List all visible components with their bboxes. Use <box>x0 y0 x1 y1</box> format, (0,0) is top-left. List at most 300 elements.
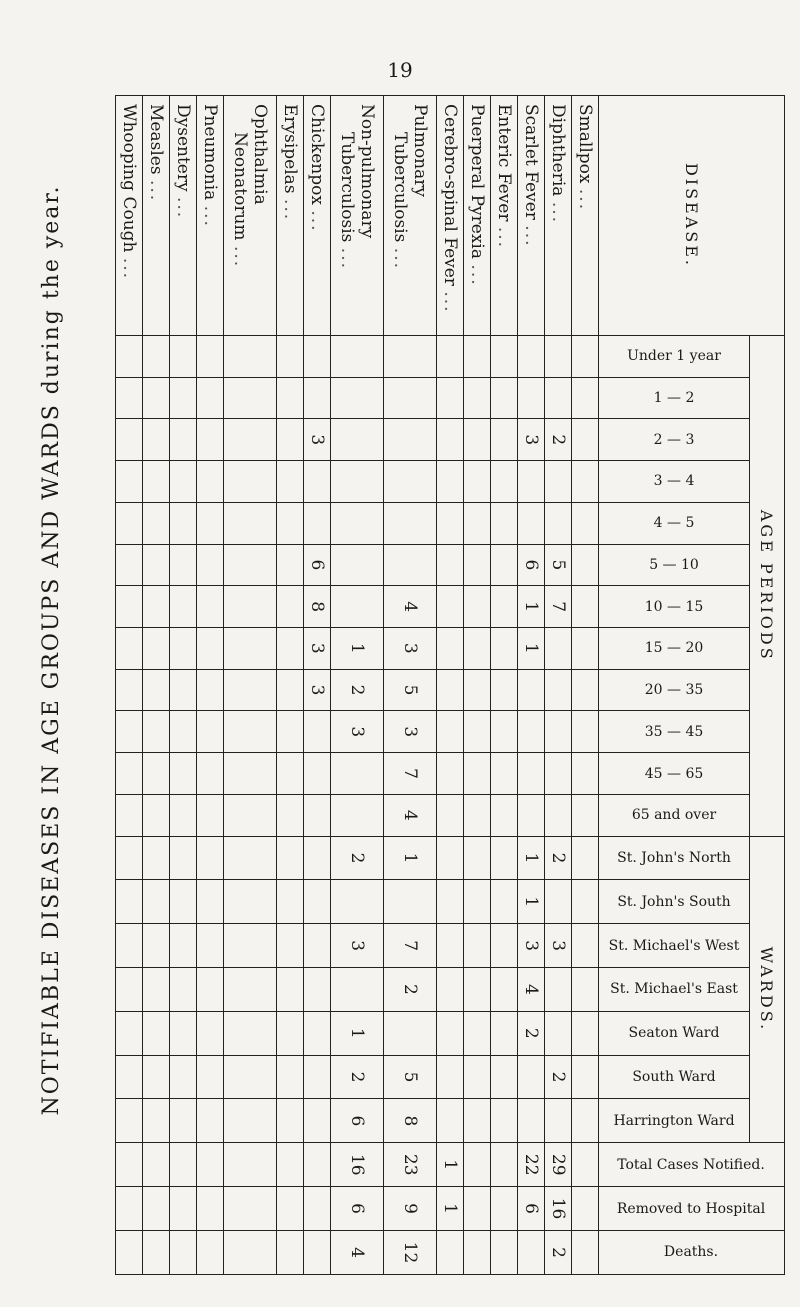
table-cell <box>197 1143 224 1187</box>
table-cell: 6 <box>517 1187 544 1231</box>
table-cell: 6 <box>304 544 331 586</box>
age-column-header: 5 — 10 <box>599 544 750 586</box>
table-cell <box>463 1055 490 1099</box>
table-cell <box>571 627 598 669</box>
table-row <box>490 96 517 1275</box>
age-column-header: 20 — 35 <box>599 669 750 711</box>
table-cell <box>331 502 384 544</box>
table-cell <box>197 968 224 1012</box>
ward-column-header: Seaton Ward <box>599 1011 750 1055</box>
table-row <box>170 96 197 1275</box>
table-cell <box>304 335 331 377</box>
table-cell <box>571 1011 598 1055</box>
table-cell <box>436 377 463 419</box>
table-cell <box>436 753 463 795</box>
table-cell <box>517 711 544 753</box>
table-cell <box>277 1011 304 1055</box>
table-cell <box>116 880 143 924</box>
table-cell <box>571 968 598 1012</box>
removed-header: Removed to Hospital <box>599 1187 785 1231</box>
table-cell <box>490 627 517 669</box>
table-cell: 8 <box>383 1099 436 1143</box>
table-cell <box>544 711 571 753</box>
table-cell <box>490 880 517 924</box>
table-container <box>115 95 785 1275</box>
table-cell <box>170 544 197 586</box>
table-cell: 6 <box>517 544 544 586</box>
table-cell <box>277 794 304 836</box>
table-cell <box>224 1230 277 1274</box>
table-cell <box>490 836 517 880</box>
age-column-header: 15 — 20 <box>599 627 750 669</box>
table-cell <box>116 1187 143 1231</box>
age-column-header: 45 — 65 <box>599 753 750 795</box>
table-cell <box>436 502 463 544</box>
table-cell <box>331 794 384 836</box>
table-cell <box>116 924 143 968</box>
table-cell <box>544 794 571 836</box>
age-column-header: Under 1 year <box>599 335 750 377</box>
table-cell <box>170 1011 197 1055</box>
table-cell <box>304 836 331 880</box>
table-cell <box>224 794 277 836</box>
table-cell <box>436 335 463 377</box>
table-cell <box>143 335 170 377</box>
table-cell <box>571 377 598 419</box>
table-cell <box>383 335 436 377</box>
table-cell: 7 <box>383 924 436 968</box>
table-cell <box>331 419 384 461</box>
table-cell <box>197 924 224 968</box>
table-cell <box>517 1099 544 1143</box>
table-cell <box>463 419 490 461</box>
table-cell <box>224 586 277 628</box>
table-cell: 3 <box>383 711 436 753</box>
table-cell <box>143 544 170 586</box>
table-cell <box>571 461 598 503</box>
table-cell <box>490 377 517 419</box>
table-row <box>116 96 143 1275</box>
table-cell <box>197 502 224 544</box>
table-cell <box>143 586 170 628</box>
table-cell <box>224 1055 277 1099</box>
table-cell <box>331 968 384 1012</box>
table-cell: 1 <box>436 1143 463 1187</box>
table-cell <box>170 586 197 628</box>
table-cell <box>197 461 224 503</box>
table-cell <box>571 1099 598 1143</box>
table-cell <box>224 1143 277 1187</box>
table-cell <box>143 711 170 753</box>
table-cell <box>463 753 490 795</box>
disease-name: Non-pulmonary Tuberculosis ... <box>331 96 384 336</box>
table-cell <box>331 753 384 795</box>
table-cell <box>544 502 571 544</box>
table-cell <box>224 836 277 880</box>
table-cell <box>463 711 490 753</box>
table-cell <box>143 377 170 419</box>
table-cell <box>436 1230 463 1274</box>
table-cell: 2 <box>544 1055 571 1099</box>
age-column-header: 3 — 4 <box>599 461 750 503</box>
table-cell <box>490 419 517 461</box>
table-cell <box>224 1099 277 1143</box>
table-row <box>544 96 571 1275</box>
table-row <box>224 96 277 1275</box>
table-cell <box>197 335 224 377</box>
table-cell <box>490 924 517 968</box>
table-cell <box>490 1011 517 1055</box>
table-cell <box>170 1055 197 1099</box>
table-cell <box>544 335 571 377</box>
table-cell <box>224 377 277 419</box>
table-cell <box>490 335 517 377</box>
table-cell <box>463 1011 490 1055</box>
age-column-header: 35 — 45 <box>599 711 750 753</box>
ward-column-header: St. Michael's West <box>599 924 750 968</box>
table-cell <box>490 1230 517 1274</box>
disease-header: DISEASE. <box>599 96 785 336</box>
table-cell <box>571 419 598 461</box>
table-cell <box>571 924 598 968</box>
table-cell <box>544 1099 571 1143</box>
table-cell: 4 <box>383 586 436 628</box>
table-cell <box>490 1055 517 1099</box>
table-cell <box>304 1011 331 1055</box>
table-cell <box>436 461 463 503</box>
table-cell <box>277 1099 304 1143</box>
table-cell <box>331 880 384 924</box>
table-cell <box>277 627 304 669</box>
table-cell <box>170 711 197 753</box>
table-cell <box>143 1230 170 1274</box>
table-cell <box>170 1143 197 1187</box>
table-cell <box>490 711 517 753</box>
table-cell <box>383 502 436 544</box>
table-cell: 23 <box>383 1143 436 1187</box>
table-cell <box>277 502 304 544</box>
table-cell <box>463 880 490 924</box>
table-cell <box>463 968 490 1012</box>
disease-name: Diphtheria ... <box>544 96 571 336</box>
disease-name: Whooping Cough ... <box>116 96 143 336</box>
table-cell <box>517 377 544 419</box>
table-cell <box>116 419 143 461</box>
table-cell <box>170 924 197 968</box>
age-column-header: 2 — 3 <box>599 419 750 461</box>
table-cell <box>143 1143 170 1187</box>
table-cell <box>143 1055 170 1099</box>
table-cell <box>331 544 384 586</box>
disease-name: Scarlet Fever ... <box>517 96 544 336</box>
table-cell <box>170 461 197 503</box>
table-cell <box>331 586 384 628</box>
table-cell: 7 <box>383 753 436 795</box>
table-cell: 7 <box>544 586 571 628</box>
table-row <box>463 96 490 1275</box>
table-cell <box>490 1187 517 1231</box>
table-cell <box>277 1187 304 1231</box>
table-cell <box>170 836 197 880</box>
table-cell <box>490 753 517 795</box>
table-cell <box>304 377 331 419</box>
table-cell <box>143 1099 170 1143</box>
table-cell: 2 <box>383 968 436 1012</box>
ward-column-header: St. John's North <box>599 836 750 880</box>
table-cell <box>197 669 224 711</box>
table-cell <box>463 627 490 669</box>
table-cell: 9 <box>383 1187 436 1231</box>
table-cell <box>197 1055 224 1099</box>
table-cell <box>517 1230 544 1274</box>
table-cell <box>517 794 544 836</box>
table-body <box>116 96 599 1275</box>
table-cell <box>571 335 598 377</box>
table-cell <box>224 627 277 669</box>
table-cell <box>544 627 571 669</box>
table-cell <box>277 836 304 880</box>
disease-name: Measles ... <box>143 96 170 336</box>
table-row <box>517 96 544 1275</box>
table-cell <box>143 753 170 795</box>
table-cell: 6 <box>331 1099 384 1143</box>
table-cell: 22 <box>517 1143 544 1187</box>
table-cell <box>116 1055 143 1099</box>
table-cell: 4 <box>383 794 436 836</box>
table-cell: 2 <box>331 1055 384 1099</box>
disease-name: Enteric Fever ... <box>490 96 517 336</box>
table-cell: 2 <box>544 836 571 880</box>
table-cell <box>170 377 197 419</box>
table-cell <box>436 968 463 1012</box>
table-cell <box>571 544 598 586</box>
table-cell <box>490 461 517 503</box>
table-cell <box>517 1055 544 1099</box>
table-row <box>331 96 384 1275</box>
table-cell <box>197 1230 224 1274</box>
ward-column-header: St. Michael's East <box>599 968 750 1012</box>
table-cell <box>436 544 463 586</box>
table-cell <box>544 669 571 711</box>
table-cell <box>463 461 490 503</box>
table-cell <box>331 377 384 419</box>
table-cell <box>277 461 304 503</box>
age-column-header: 10 — 15 <box>599 586 750 628</box>
table-cell <box>490 502 517 544</box>
table-cell <box>331 461 384 503</box>
disease-name: Puerperal Pyrexia ... <box>463 96 490 336</box>
table-cell <box>197 836 224 880</box>
table-cell <box>197 753 224 795</box>
table-row <box>304 96 331 1275</box>
age-column-header: 65 and over <box>599 794 750 836</box>
table-cell: 2 <box>331 669 384 711</box>
age-column-header: 1 — 2 <box>599 377 750 419</box>
table-cell <box>116 968 143 1012</box>
table-cell <box>143 924 170 968</box>
disease-name: Pneumonia ... <box>197 96 224 336</box>
table-cell <box>571 1055 598 1099</box>
table-cell <box>170 1230 197 1274</box>
table-cell: 8 <box>304 586 331 628</box>
table-cell <box>490 1099 517 1143</box>
total-notified-header: Total Cases Notified. <box>599 1143 785 1187</box>
ward-column-header: St. John's South <box>599 880 750 924</box>
table-cell <box>463 544 490 586</box>
table-cell <box>544 753 571 795</box>
disease-name: Erysipelas ... <box>277 96 304 336</box>
diseases-table <box>115 95 785 1275</box>
table-cell <box>463 586 490 628</box>
table-cell <box>517 502 544 544</box>
table-cell <box>170 968 197 1012</box>
table-cell: 3 <box>544 924 571 968</box>
table-cell <box>197 880 224 924</box>
page-number: 19 <box>387 58 413 82</box>
table-cell <box>436 1055 463 1099</box>
table-cell <box>277 1055 304 1099</box>
table-cell <box>571 794 598 836</box>
table-cell <box>304 1055 331 1099</box>
table-cell <box>517 753 544 795</box>
table-cell <box>571 753 598 795</box>
table-cell <box>224 880 277 924</box>
table-cell <box>277 924 304 968</box>
table-cell <box>197 627 224 669</box>
table-cell <box>304 461 331 503</box>
table-cell <box>571 711 598 753</box>
table-cell <box>116 794 143 836</box>
ward-column-header: South Ward <box>599 1055 750 1099</box>
table-cell <box>143 1011 170 1055</box>
table-cell <box>224 924 277 968</box>
table-cell: 3 <box>304 627 331 669</box>
table-cell <box>463 669 490 711</box>
table-cell <box>197 377 224 419</box>
table-cell: 3 <box>517 419 544 461</box>
table-cell <box>304 1230 331 1274</box>
table-cell <box>304 502 331 544</box>
table-cell <box>463 1099 490 1143</box>
disease-name: Cerebro-spinal Fever ... <box>436 96 463 336</box>
table-cell <box>170 669 197 711</box>
table-cell <box>143 669 170 711</box>
ward-column-header: Harrington Ward <box>599 1099 750 1143</box>
table-cell <box>170 627 197 669</box>
table-cell <box>116 711 143 753</box>
table-cell <box>544 461 571 503</box>
table-cell <box>197 1099 224 1143</box>
table-cell <box>571 1143 598 1187</box>
table-cell <box>224 753 277 795</box>
table-cell <box>490 794 517 836</box>
table-row <box>383 96 436 1275</box>
table-cell <box>224 669 277 711</box>
table-cell <box>463 377 490 419</box>
table-cell <box>224 1011 277 1055</box>
table-cell: 6 <box>331 1187 384 1231</box>
table-cell: 3 <box>304 419 331 461</box>
table-cell: 5 <box>544 544 571 586</box>
table-cell: 1 <box>517 880 544 924</box>
table-cell <box>517 335 544 377</box>
table-cell <box>490 968 517 1012</box>
table-cell <box>571 880 598 924</box>
table-cell <box>490 544 517 586</box>
table-cell <box>224 544 277 586</box>
table-cell <box>331 335 384 377</box>
table-cell <box>224 419 277 461</box>
table-cell <box>463 502 490 544</box>
table-cell <box>463 1230 490 1274</box>
table-row <box>197 96 224 1275</box>
table-cell <box>116 1099 143 1143</box>
age-column-header: 4 — 5 <box>599 502 750 544</box>
table-cell: 1 <box>331 627 384 669</box>
table-cell <box>224 335 277 377</box>
table-cell <box>436 924 463 968</box>
table-cell <box>224 968 277 1012</box>
table-cell <box>116 461 143 503</box>
deaths-header: Deaths. <box>599 1230 785 1274</box>
table-cell: 4 <box>517 968 544 1012</box>
table-cell: 2 <box>517 1011 544 1055</box>
table-cell: 16 <box>331 1143 384 1187</box>
table-cell <box>571 1230 598 1274</box>
table-cell <box>304 924 331 968</box>
disease-name: Chickenpox ... <box>304 96 331 336</box>
table-cell <box>116 753 143 795</box>
table-cell <box>143 502 170 544</box>
table-cell <box>197 1011 224 1055</box>
table-cell <box>116 1011 143 1055</box>
table-cell <box>197 419 224 461</box>
table-cell <box>197 711 224 753</box>
table-cell <box>170 880 197 924</box>
table-cell <box>277 753 304 795</box>
table-cell <box>571 586 598 628</box>
table-cell <box>116 377 143 419</box>
table-cell <box>143 968 170 1012</box>
table-row <box>277 96 304 1275</box>
table-cell <box>436 794 463 836</box>
table-cell <box>277 335 304 377</box>
table-cell <box>277 1143 304 1187</box>
table-cell <box>143 836 170 880</box>
table-cell: 1 <box>517 586 544 628</box>
table-cell <box>116 1143 143 1187</box>
table-cell: 4 <box>331 1230 384 1274</box>
disease-name: Ophthalmia Neonatorum ... <box>224 96 277 336</box>
table-cell <box>571 1187 598 1231</box>
table-cell <box>143 1187 170 1231</box>
table-cell <box>116 627 143 669</box>
table-cell <box>224 461 277 503</box>
table-cell <box>517 461 544 503</box>
table-cell <box>116 836 143 880</box>
table-cell <box>463 335 490 377</box>
table-cell: 1 <box>331 1011 384 1055</box>
table-cell <box>463 836 490 880</box>
table-cell <box>277 711 304 753</box>
table-cell <box>544 377 571 419</box>
table-cell <box>383 419 436 461</box>
table-cell <box>277 968 304 1012</box>
table-cell <box>544 880 571 924</box>
disease-name: Pulmonary Tuberculosis ... <box>383 96 436 336</box>
table-cell <box>224 502 277 544</box>
table-cell <box>197 586 224 628</box>
